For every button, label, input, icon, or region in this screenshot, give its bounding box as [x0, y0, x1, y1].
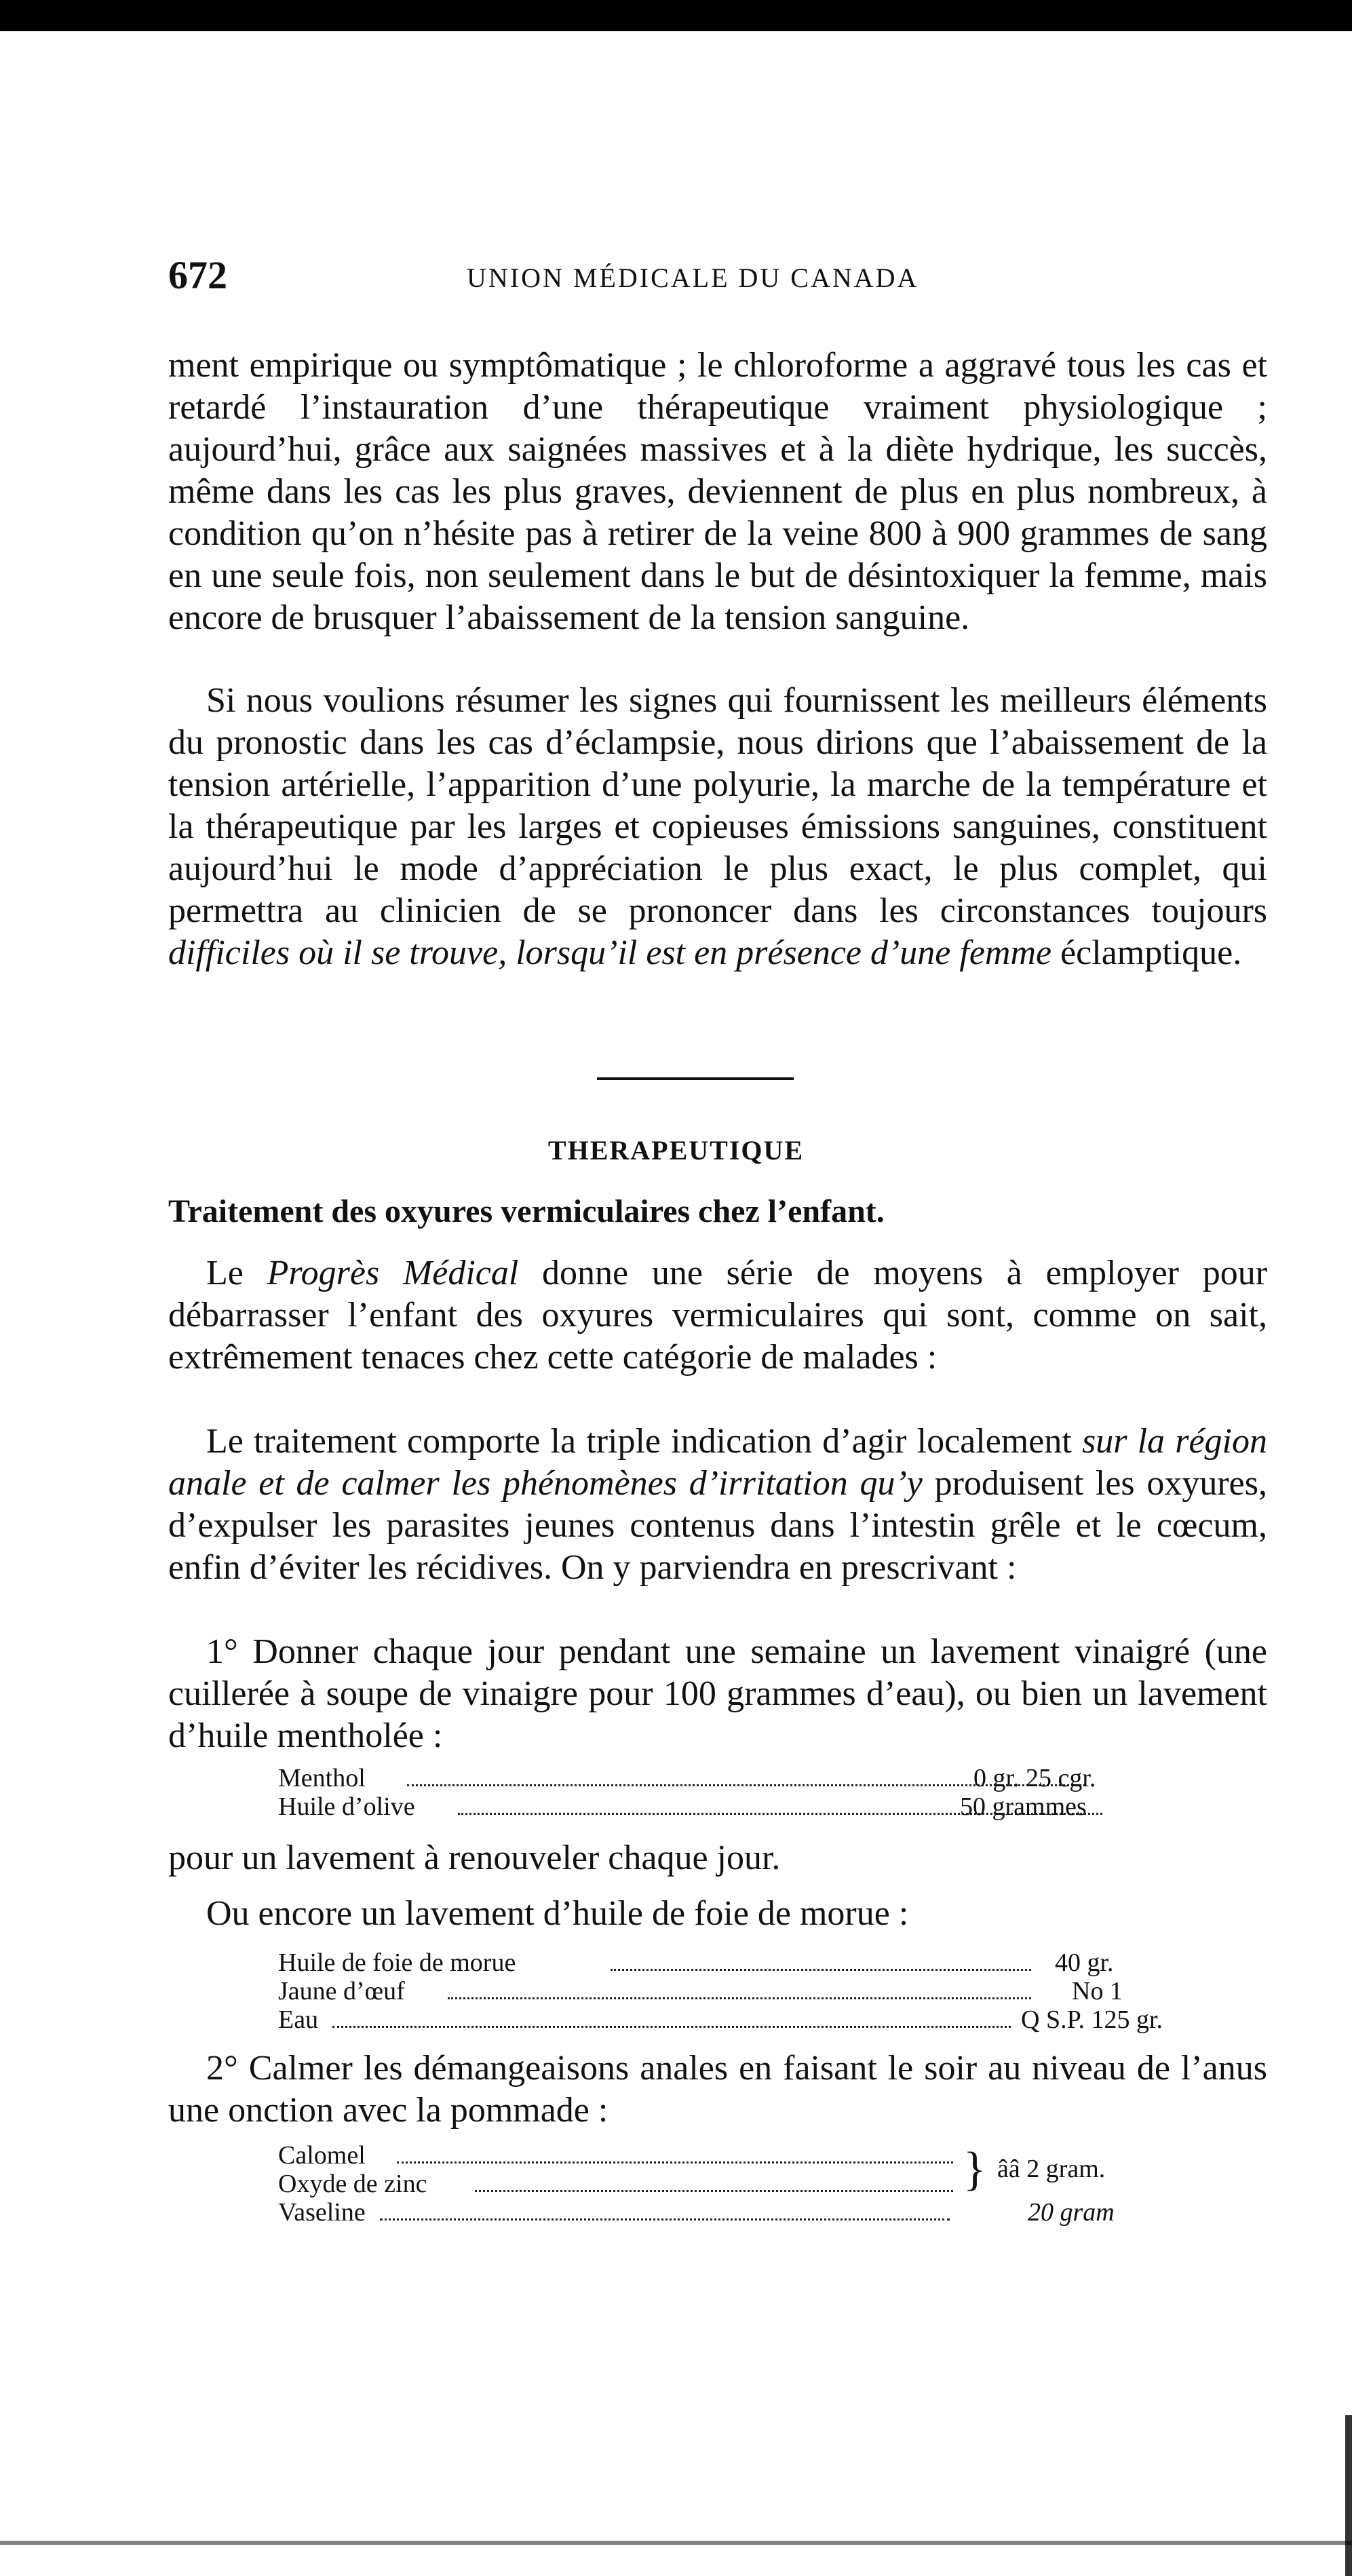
ingredient-name: Oxyde de zinc — [278, 2170, 427, 2198]
ingredient-quantity: 20 gram — [1028, 2198, 1115, 2227]
treatment-text-italic: sur la région anale et de calmer les phénomènes d’irritation qu’y — [168, 1422, 1267, 1503]
paragraph-alternative: Ou encore un lavement d’huile de foie de morue : — [206, 1894, 909, 1933]
formula-row — [278, 1792, 1153, 1821]
formula-row — [278, 1948, 1153, 1977]
scan-border-bottom — [0, 2541, 1352, 2545]
ingredient-quantity: Q S.P. 125 gr. — [1021, 2005, 1163, 2034]
ingredient-quantity: 40 gr. — [1055, 1948, 1114, 1977]
paragraph-after-formula-1: pour un lavement à renouveler chaque jour. — [168, 1839, 781, 1877]
ingredient-name: Eau — [278, 2005, 319, 2034]
prognosis-text: Si nous voulions résumer les signes qui fournissent les meilleurs éléments du pronostic dans les cas d’éclampsie, nous dirions que l’abaissement de la tension artérielle, l’apparition d’une polyurie, la marche de la température et la thérapeutique par les larges et copieuses émissions sanguines, constituent aujourd’hui le mode d’appréciation le plus exact, le plus complet, qui permettra au clinicien de se prononcer dans les circonstances toujours — [168, 681, 1267, 930]
treatment-text-a: Le traitement comporte la triple indication d’agir localement — [206, 1422, 1072, 1461]
paragraph-intro — [168, 1252, 1267, 1379]
scan-border-right — [1345, 2415, 1352, 2576]
formula-row — [278, 1764, 1153, 1792]
journal-title: UNION MÉDICALE DU CANADA — [467, 263, 919, 293]
leader-dots — [611, 1948, 1031, 1971]
formula-cod-liver-oil-enema — [278, 1948, 1163, 2034]
ingredient-name: Jaune d’œuf — [278, 1977, 405, 2005]
ingredient-quantity: No 1 — [1072, 1977, 1123, 2005]
bracket-quantity: ââ 2 gram. — [997, 2155, 1106, 2183]
formula-ointment — [278, 2141, 1153, 2229]
ingredient-name: Vaseline — [278, 2198, 366, 2227]
formula-row — [278, 2005, 1163, 2034]
paragraph-step-2: 2° Calmer les démangeaisons anales en faisant le soir au niveau de l’anus une onction avec la pommade : — [168, 2049, 1267, 2130]
intro-after: donne une série de moyens à employer pour débarrasser l’enfant des oxyures vermiculaires qui sont, comme on sait, extrêmement tenaces chez cette catégorie de malades : — [168, 1254, 1268, 1377]
prognosis-italic-text: difficiles où il se trouve, lorsqu’il est en présence d’une femme — [168, 934, 1052, 972]
article-title: Traitement des oxyures vermiculaires chez l’enfant. — [168, 1193, 885, 1229]
page-number: 672 — [168, 253, 227, 297]
section-heading: THERAPEUTIQUE — [547, 1135, 805, 1166]
formula-menthol-enema — [278, 1764, 1153, 1821]
formula-row — [278, 2198, 1153, 2227]
intro-before: Le — [206, 1254, 244, 1292]
running-header — [168, 252, 1199, 307]
formula-row — [278, 1977, 1153, 2005]
paragraph-treatment — [168, 1421, 1267, 1589]
ingredient-name: Huile de foie de morue — [278, 1948, 516, 1977]
leader-dots — [380, 2198, 950, 2221]
paragraph-prognosis-summary — [168, 680, 1267, 974]
leader-dots — [475, 2170, 953, 2192]
paragraph-continuation: ment empirique ou symptômatique ; le chloroforme a aggravé tous les cas et retardé l’instauration d’une thérapeutique vraiment physiologique ; aujourd’hui, grâce aux saignées massives et à la diète hydrique, les succès, même dans les cas les plus graves, deviennent de plus en plus nombreux, à condition qu’on n’hésite pas à retirer de la veine 800 à 900 grammes de sang en une seule fois, non seulement dans le but de désintoxiquer la femme, mais encore de brusquer l’abaissement de la tension sanguine. — [168, 346, 1267, 637]
leader-dots — [448, 1977, 1031, 1999]
leader-dots — [332, 2005, 1011, 2028]
leader-dots — [397, 2141, 953, 2164]
ingredient-quantity: 0 gr. 25 cgr. — [973, 1764, 1096, 1792]
ingredient-name: Calomel — [278, 2141, 366, 2170]
ingredient-quantity: 50 grammes — [960, 1792, 1087, 1821]
bracket-brace: } — [963, 2143, 986, 2195]
section-divider — [597, 1077, 794, 1080]
journal-name-italic: Progrès Médical — [267, 1254, 519, 1292]
prognosis-end-text: éclamptique. — [1060, 934, 1242, 972]
ingredient-name: Menthol — [278, 1764, 366, 1792]
paragraph-step-1: 1° Donner chaque jour pendant une semaine un lavement vinaigré (une cuillerée à soupe de vinaigre pour 100 grammes d’eau), ou bien un lavement d’huile mentholée : — [168, 1632, 1267, 1755]
treatment-text-c: produisent les oxyures, d’expulser les parasites jeunes contenus dans l’intestin grêle et le cœcum, enfin d’éviter les récidives. On y parviendra en prescrivant : — [168, 1464, 1267, 1587]
ingredient-name: Huile d’olive — [278, 1792, 415, 1821]
